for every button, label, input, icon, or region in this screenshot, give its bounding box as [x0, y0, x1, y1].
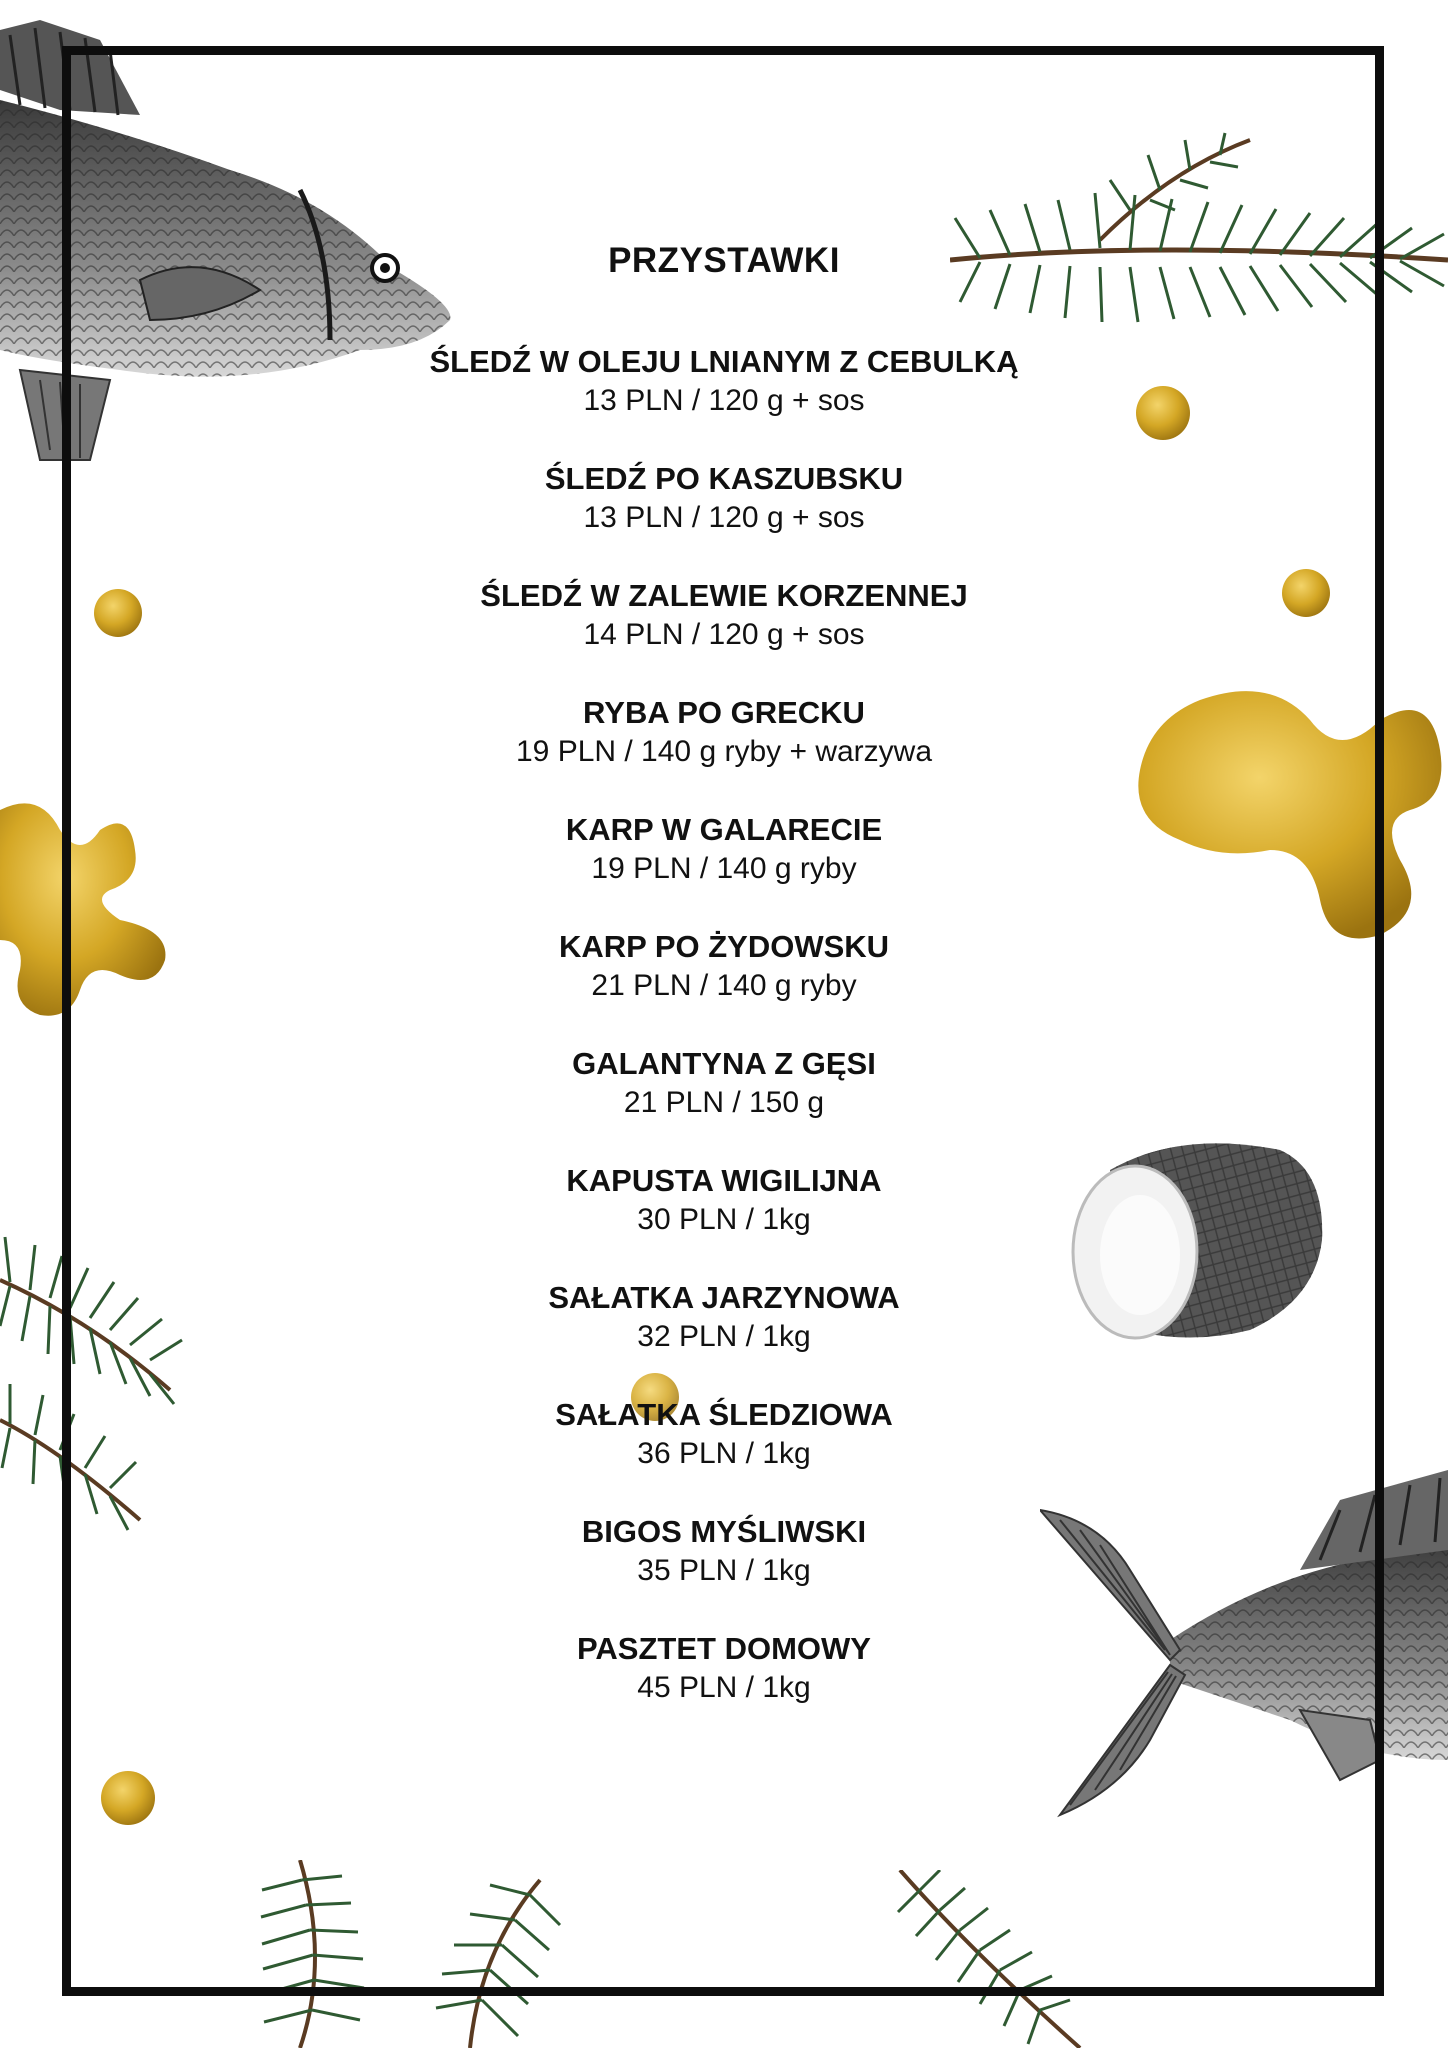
menu-item-price: 36 PLN / 1kg — [637, 1437, 811, 1470]
menu-item-price: 32 PLN / 1kg — [637, 1320, 811, 1353]
menu-item — [0, 1278, 1448, 1395]
fir-branch-icon — [880, 1870, 1140, 2048]
menu-item — [0, 927, 1448, 1044]
menu-item-list — [0, 342, 1448, 1746]
menu-item-name: ŚLEDŹ W ZALEWIE KORZENNEJ — [480, 578, 968, 613]
menu-item-name: KAPUSTA WIGILIJNA — [566, 1163, 882, 1198]
menu-item — [0, 1512, 1448, 1629]
menu-item-name: KARP PO ŻYDOWSKU — [558, 929, 890, 964]
fir-branch-icon — [240, 1860, 600, 2048]
menu-title: PRZYSTAWKI — [608, 241, 840, 280]
menu-item-name: KARP W GALARECIE — [565, 812, 883, 847]
menu-item-price: 19 PLN / 140 g ryby + warzywa — [515, 735, 933, 768]
menu-item — [0, 1629, 1448, 1746]
menu-item-name: GALANTYNA Z GĘSI — [572, 1046, 876, 1081]
menu-item-price: 21 PLN / 150 g — [623, 1086, 825, 1119]
menu-item — [0, 1395, 1448, 1512]
menu-item-name: BIGOS MYŚLIWSKI — [581, 1514, 867, 1549]
menu-item-name: PASZTET DOMOWY — [577, 1631, 871, 1666]
menu-item-price: 21 PLN / 140 g ryby — [591, 969, 857, 1002]
menu-item-name: RYBA PO GRECKU — [583, 695, 865, 730]
menu-item — [0, 342, 1448, 459]
menu-item — [0, 1161, 1448, 1278]
menu-item — [0, 693, 1448, 810]
menu-item-price: 19 PLN / 140 g ryby — [591, 852, 857, 885]
menu-item-name: SAŁATKA JARZYNOWA — [548, 1280, 900, 1315]
menu-item-price: 14 PLN / 120 g + sos — [583, 618, 865, 651]
menu-section — [0, 243, 1448, 1746]
menu-item-price: 35 PLN / 1kg — [637, 1554, 811, 1587]
menu-item-price: 45 PLN / 1kg — [637, 1671, 811, 1704]
menu-item-name: ŚLEDŹ PO KASZUBSKU — [544, 461, 904, 496]
menu-item — [0, 459, 1448, 576]
menu-item — [0, 810, 1448, 927]
menu-item-price: 13 PLN / 120 g + sos — [583, 384, 865, 417]
gold-glitter-dot-icon — [100, 1770, 156, 1826]
menu-item — [0, 1044, 1448, 1161]
menu-item-name: ŚLEDŹ W OLEJU LNIANYM Z CEBULKĄ — [429, 344, 1019, 379]
menu-item — [0, 576, 1448, 693]
menu-item-name: SAŁATKA ŚLEDZIOWA — [555, 1397, 893, 1432]
menu-item-price: 30 PLN / 1kg — [637, 1203, 811, 1236]
menu-item-price: 13 PLN / 120 g + sos — [583, 501, 865, 534]
